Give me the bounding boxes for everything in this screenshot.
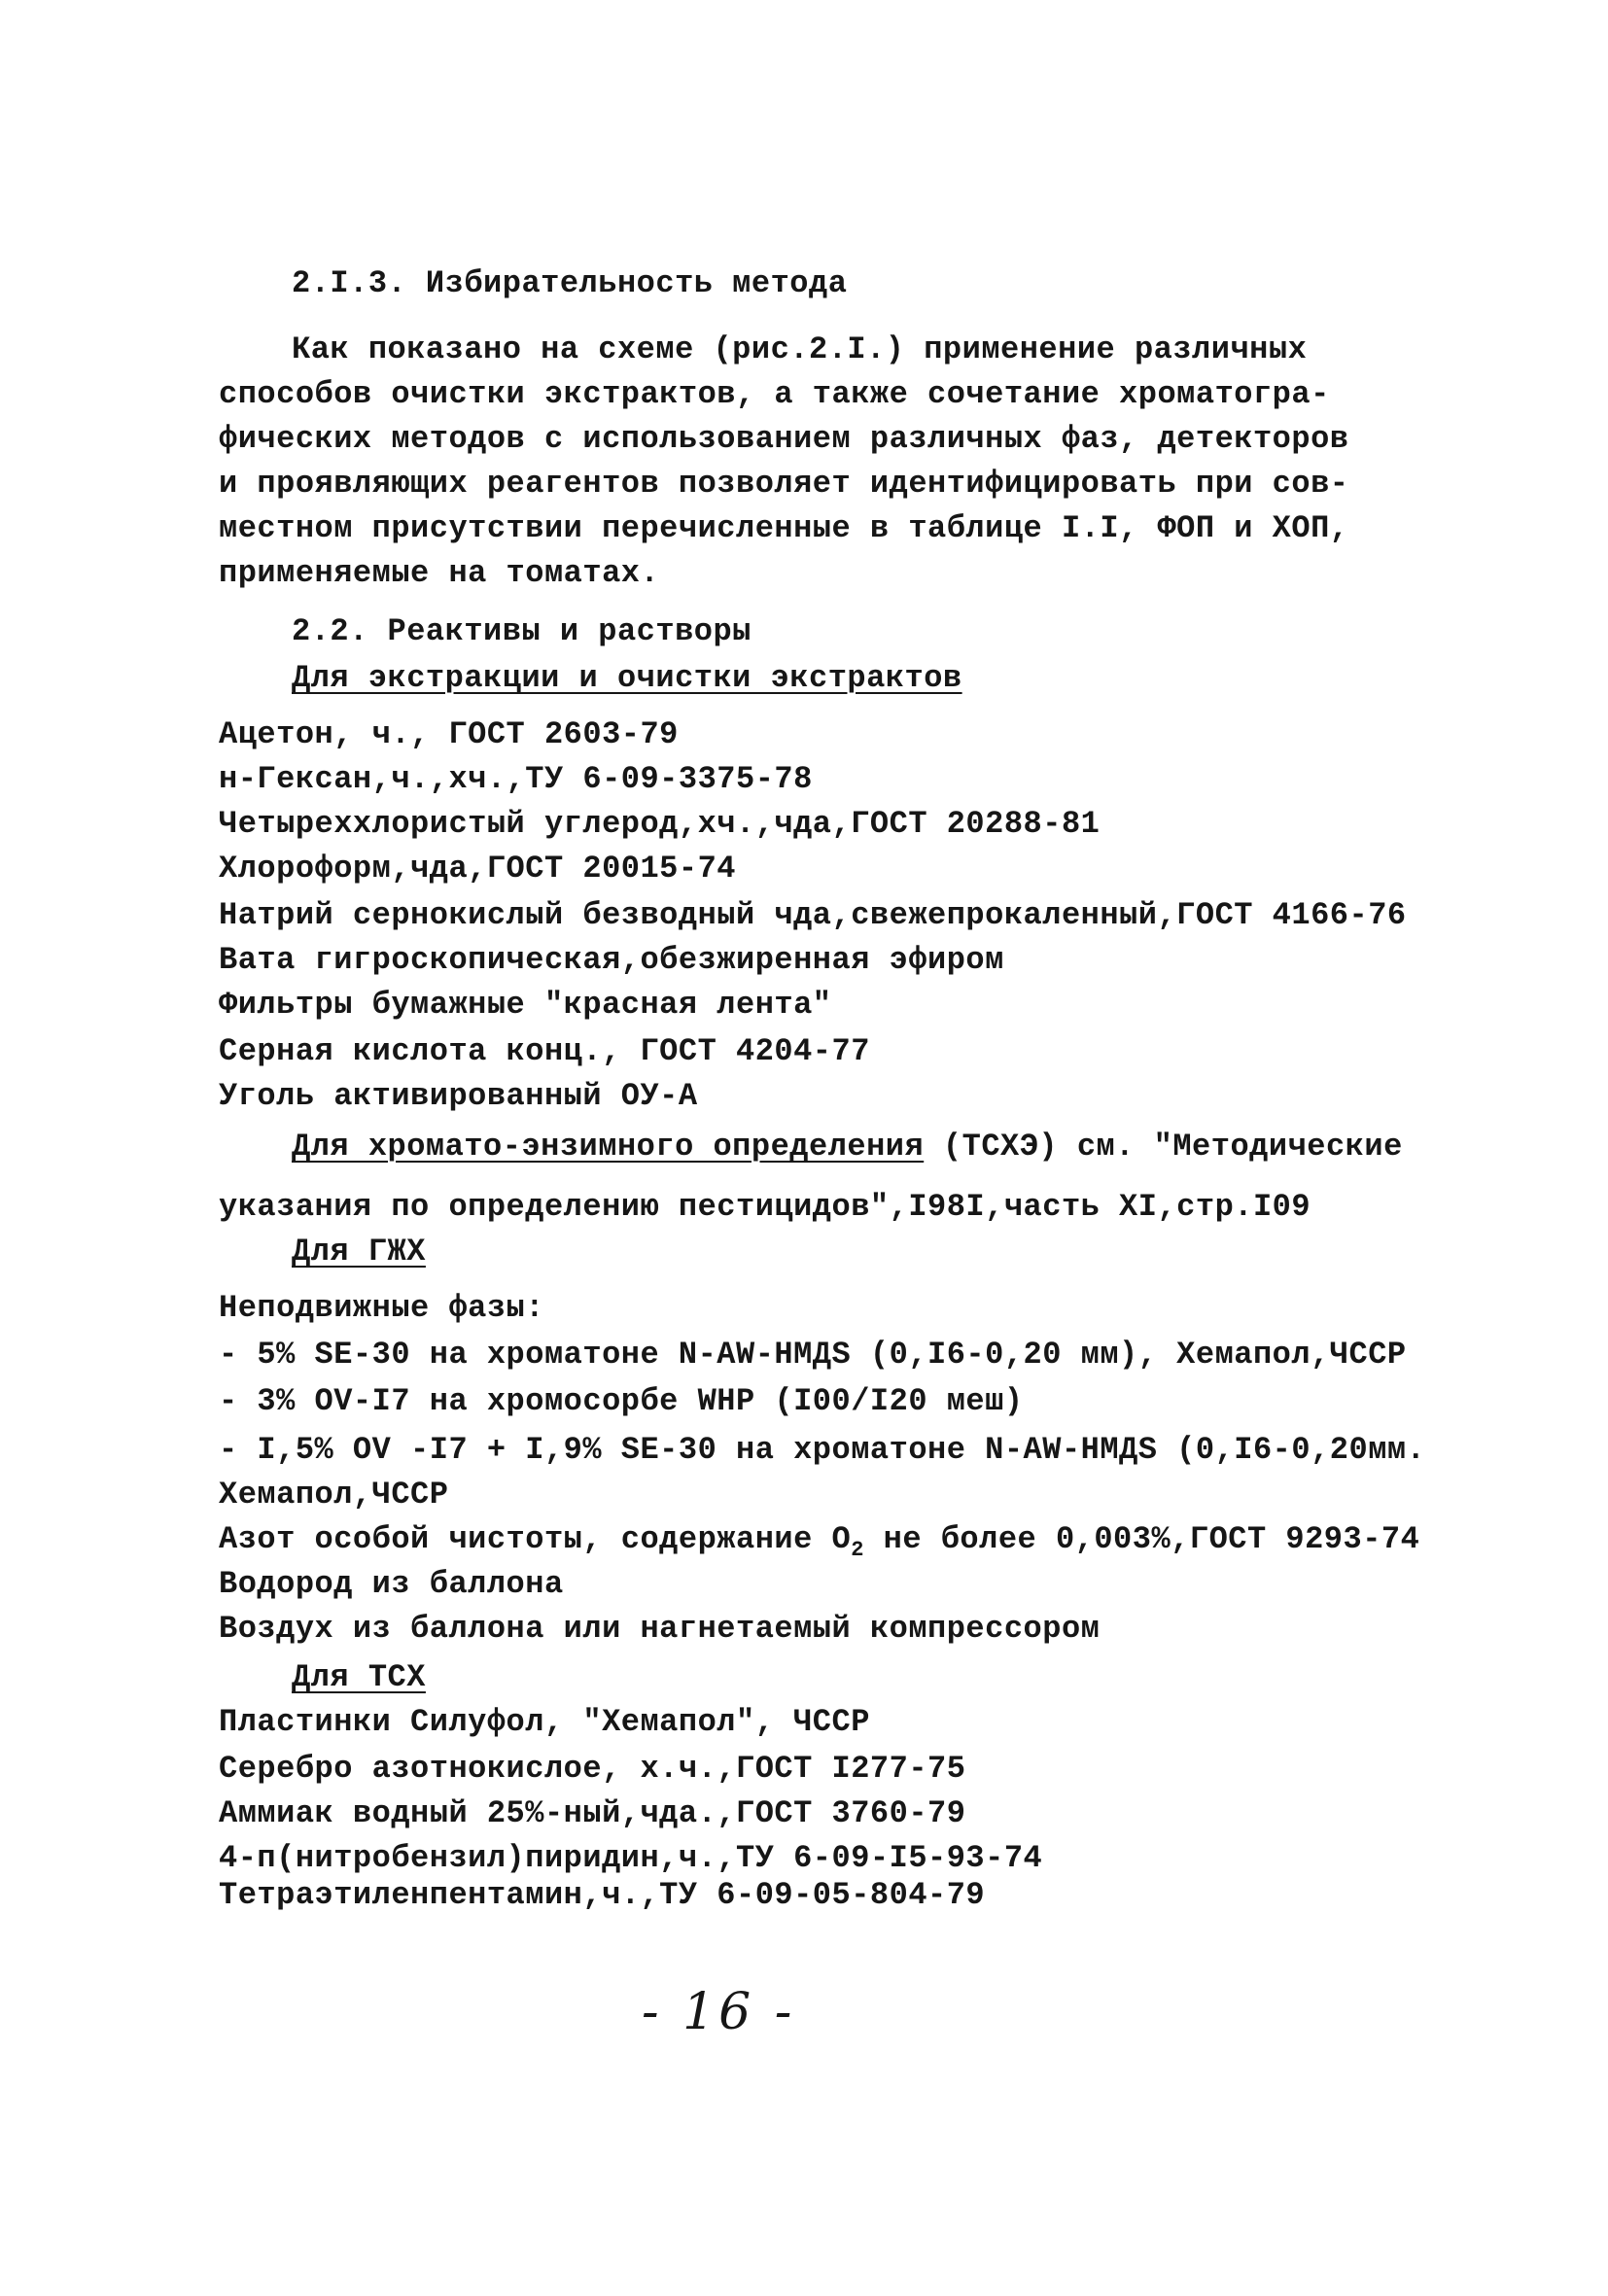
nitrogen-text: Азот особой чистоты, содержание O [219,1521,852,1557]
oxygen-subscript: 2 [851,1538,864,1562]
subsection-title-tsh: Для ТСХ [292,1659,426,1695]
tlc-item: Тетраэтиленпентамин,ч.,ТУ 6-09-05-804-79 [219,1877,986,1913]
stationary-phase-item: - 5% SE-30 на хроматоне N-AW-HMДS (0,I6-0,20 мм), Хемапол,ЧССР [219,1337,1407,1373]
gas-item: Воздух из баллона или нагнетаемый компрессором [219,1611,1101,1647]
reagent-item: Хлороформ,чда,ГОСТ 20015-74 [219,851,736,887]
paragraph-line: Как показано на схеме (рис.2.I.) применение различных [292,331,1308,367]
subsection-title-extraction: Для экстракции и очистки экстрактов [292,660,962,696]
paragraph-line: фических методов с использованием различных фаз, детекторов [219,421,1349,457]
subsection-title-gzh: Для ГЖХ [292,1234,426,1270]
gas-item: Водород из баллона [219,1566,564,1602]
section-heading-2-2: 2.2. Реактивы и растворы [292,613,752,649]
tche-reference-text: (ТСХЭ) см. "Методические [924,1129,1403,1165]
reagent-item: Натрий сернокислый безводный чда,свежепрокаленный,ГОСТ 4166-76 [219,897,1407,933]
reagent-item: Вата гигроскопическая,обезжиренная эфиром [219,942,1004,978]
tlc-item: 4-п(нитробензил)пиридин,ч.,ТУ 6-09-I5-93-74 [219,1840,1043,1876]
tche-reference-line [292,1128,1403,1166]
paragraph-line: способов очистки экстрактов, а также сочетание хроматогра- [219,376,1330,412]
stationary-phase-item: - 3% OV-I7 на хромосорбе WHP (I00/I20 меш) [219,1383,1024,1419]
paragraph-line: применяемые на томатах. [219,555,660,591]
section-heading-2-1-3: 2.I.3. Избирательность метода [292,265,848,301]
nitrogen-text-end: не более 0,003%,ГОСТ 9293-74 [863,1521,1420,1557]
paragraph-line: местном присутствии перечисленные в таблице I.I, ФОП и ХОП, [219,510,1349,546]
stationary-phases-label: Неподвижные фазы: [219,1290,544,1326]
reagent-item: Ацетон, ч., ГОСТ 2603-79 [219,716,679,752]
tlc-item: Аммиак водный 25%-ный,чда.,ГОСТ 3760-79 [219,1795,966,1831]
stationary-phase-item: Хемапол,ЧССР [219,1477,449,1513]
page-number: - 16 - [642,1983,796,2041]
nitrogen-item [219,1520,1419,1570]
reagent-item: Фильтры бумажные "красная лента" [219,987,832,1023]
reagent-item: н-Гексан,ч.,хч.,ТУ 6-09-3375-78 [219,761,813,797]
subsection-title-tche: Для хромато-энзимного определения [292,1129,925,1165]
reagent-item: Четыреххлористый углерод,хч.,чда,ГОСТ 20288-81 [219,806,1101,842]
reagent-item: Серная кислота конц., ГОСТ 4204-77 [219,1033,870,1069]
tche-reference-line-2: указания по определению пестицидов",I98I,часть XI,стр.I09 [219,1189,1311,1225]
paragraph-line: и проявляющих реагентов позволяет идентифицировать при сов- [219,466,1349,502]
tlc-item: Пластинки Силуфол, "Хемапол", ЧССР [219,1704,870,1740]
stationary-phase-item: - I,5% OV -I7 + I,9% SE-30 на хроматоне N-AW-HMДS (0,I6-0,20мм. [219,1432,1426,1468]
tlc-item: Серебро азотнокислое, х.ч.,ГОСТ I277-75 [219,1751,966,1787]
reagent-item: Уголь активированный ОУ-А [219,1078,698,1114]
